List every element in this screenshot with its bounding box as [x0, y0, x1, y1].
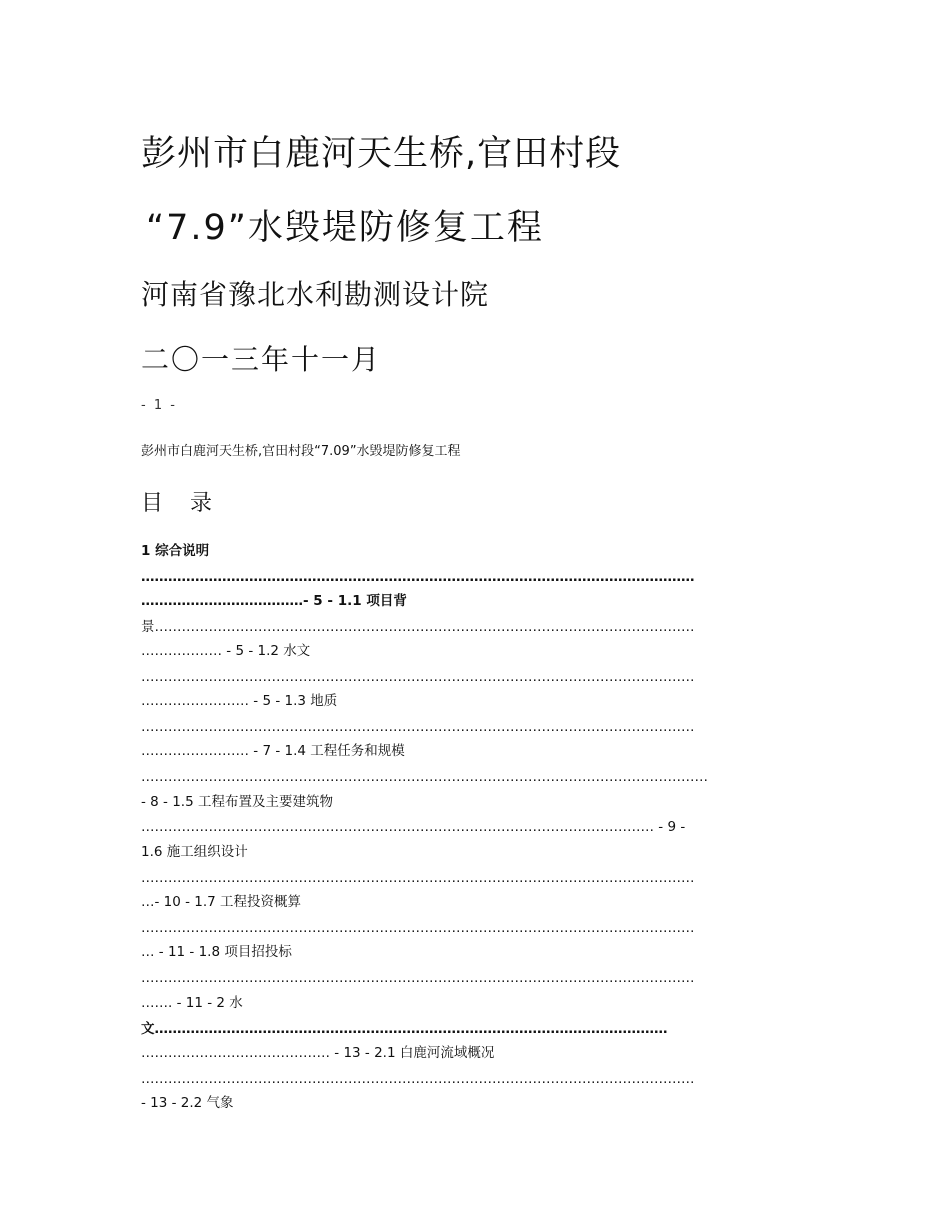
toc-line: … - 11 - 1.8 项目招投标 [141, 944, 292, 960]
document-title-line2: “7.9”水毁堤防修复工程 [146, 208, 544, 248]
toc-line: 景………………………………………………………………………………………………………… [141, 619, 695, 635]
toc-line: …………………… - 7 - 1.4 工程任务和规模 [141, 743, 405, 759]
toc-line: …………………………………………………………………………………………………………… [141, 970, 695, 986]
toc-line: 1 综合说明 [141, 543, 210, 559]
toc-line: ……. - 11 - 2 水 [141, 995, 243, 1011]
page-number: - 1 - [141, 398, 177, 413]
toc-line: …………………………………………………………………………………………………………… [141, 569, 695, 585]
running-header: 彭州市白鹿河天生桥,官田村段“7.09”水毁堤防修复工程 [141, 444, 461, 459]
toc-line: ………………………………- 5 - 1.1 项目背 [141, 593, 407, 609]
toc-line: …- 10 - 1.7 工程投资概算 [141, 894, 302, 910]
toc-line: - 8 - 1.5 工程布置及主要建筑物 [141, 794, 333, 810]
toc-line: …………………… - 5 - 1.3 地质 [141, 693, 338, 709]
toc-line: …………………………………………………………………………………………………………… [141, 870, 695, 886]
toc-line: - 13 - 2.2 气象 [141, 1095, 234, 1111]
toc-line: 文…………………………………………………………………………………………………… [141, 1021, 668, 1037]
document-title-line1: 彭州市白鹿河天生桥,官田村段 [141, 134, 622, 174]
toc-line: …………………………………………………………………………………………………………… [141, 920, 695, 936]
toc-line: ……………… - 5 - 1.2 水文 [141, 643, 311, 659]
document-date: 二〇一三年十一月 [141, 343, 382, 376]
toc-line: …………………………………………………………………………………………………… - 9 - [141, 819, 686, 835]
toc-line: …………………………………………………………………………………………………………… [141, 719, 695, 735]
toc-line: …………………………………………………………………………………………………………… [141, 669, 695, 685]
toc-line: ……………………………………………………………………………………………………………… [141, 769, 708, 785]
toc-line: 1.6 施工组织设计 [141, 844, 248, 860]
toc-line: …………………………………… - 13 - 2.1 白鹿河流域概况 [141, 1045, 495, 1061]
organization-name: 河南省豫北水利勘测设计院 [141, 278, 490, 311]
toc-line: …………………………………………………………………………………………………………… [141, 1071, 695, 1087]
toc-title: 目 录 [141, 491, 222, 516]
